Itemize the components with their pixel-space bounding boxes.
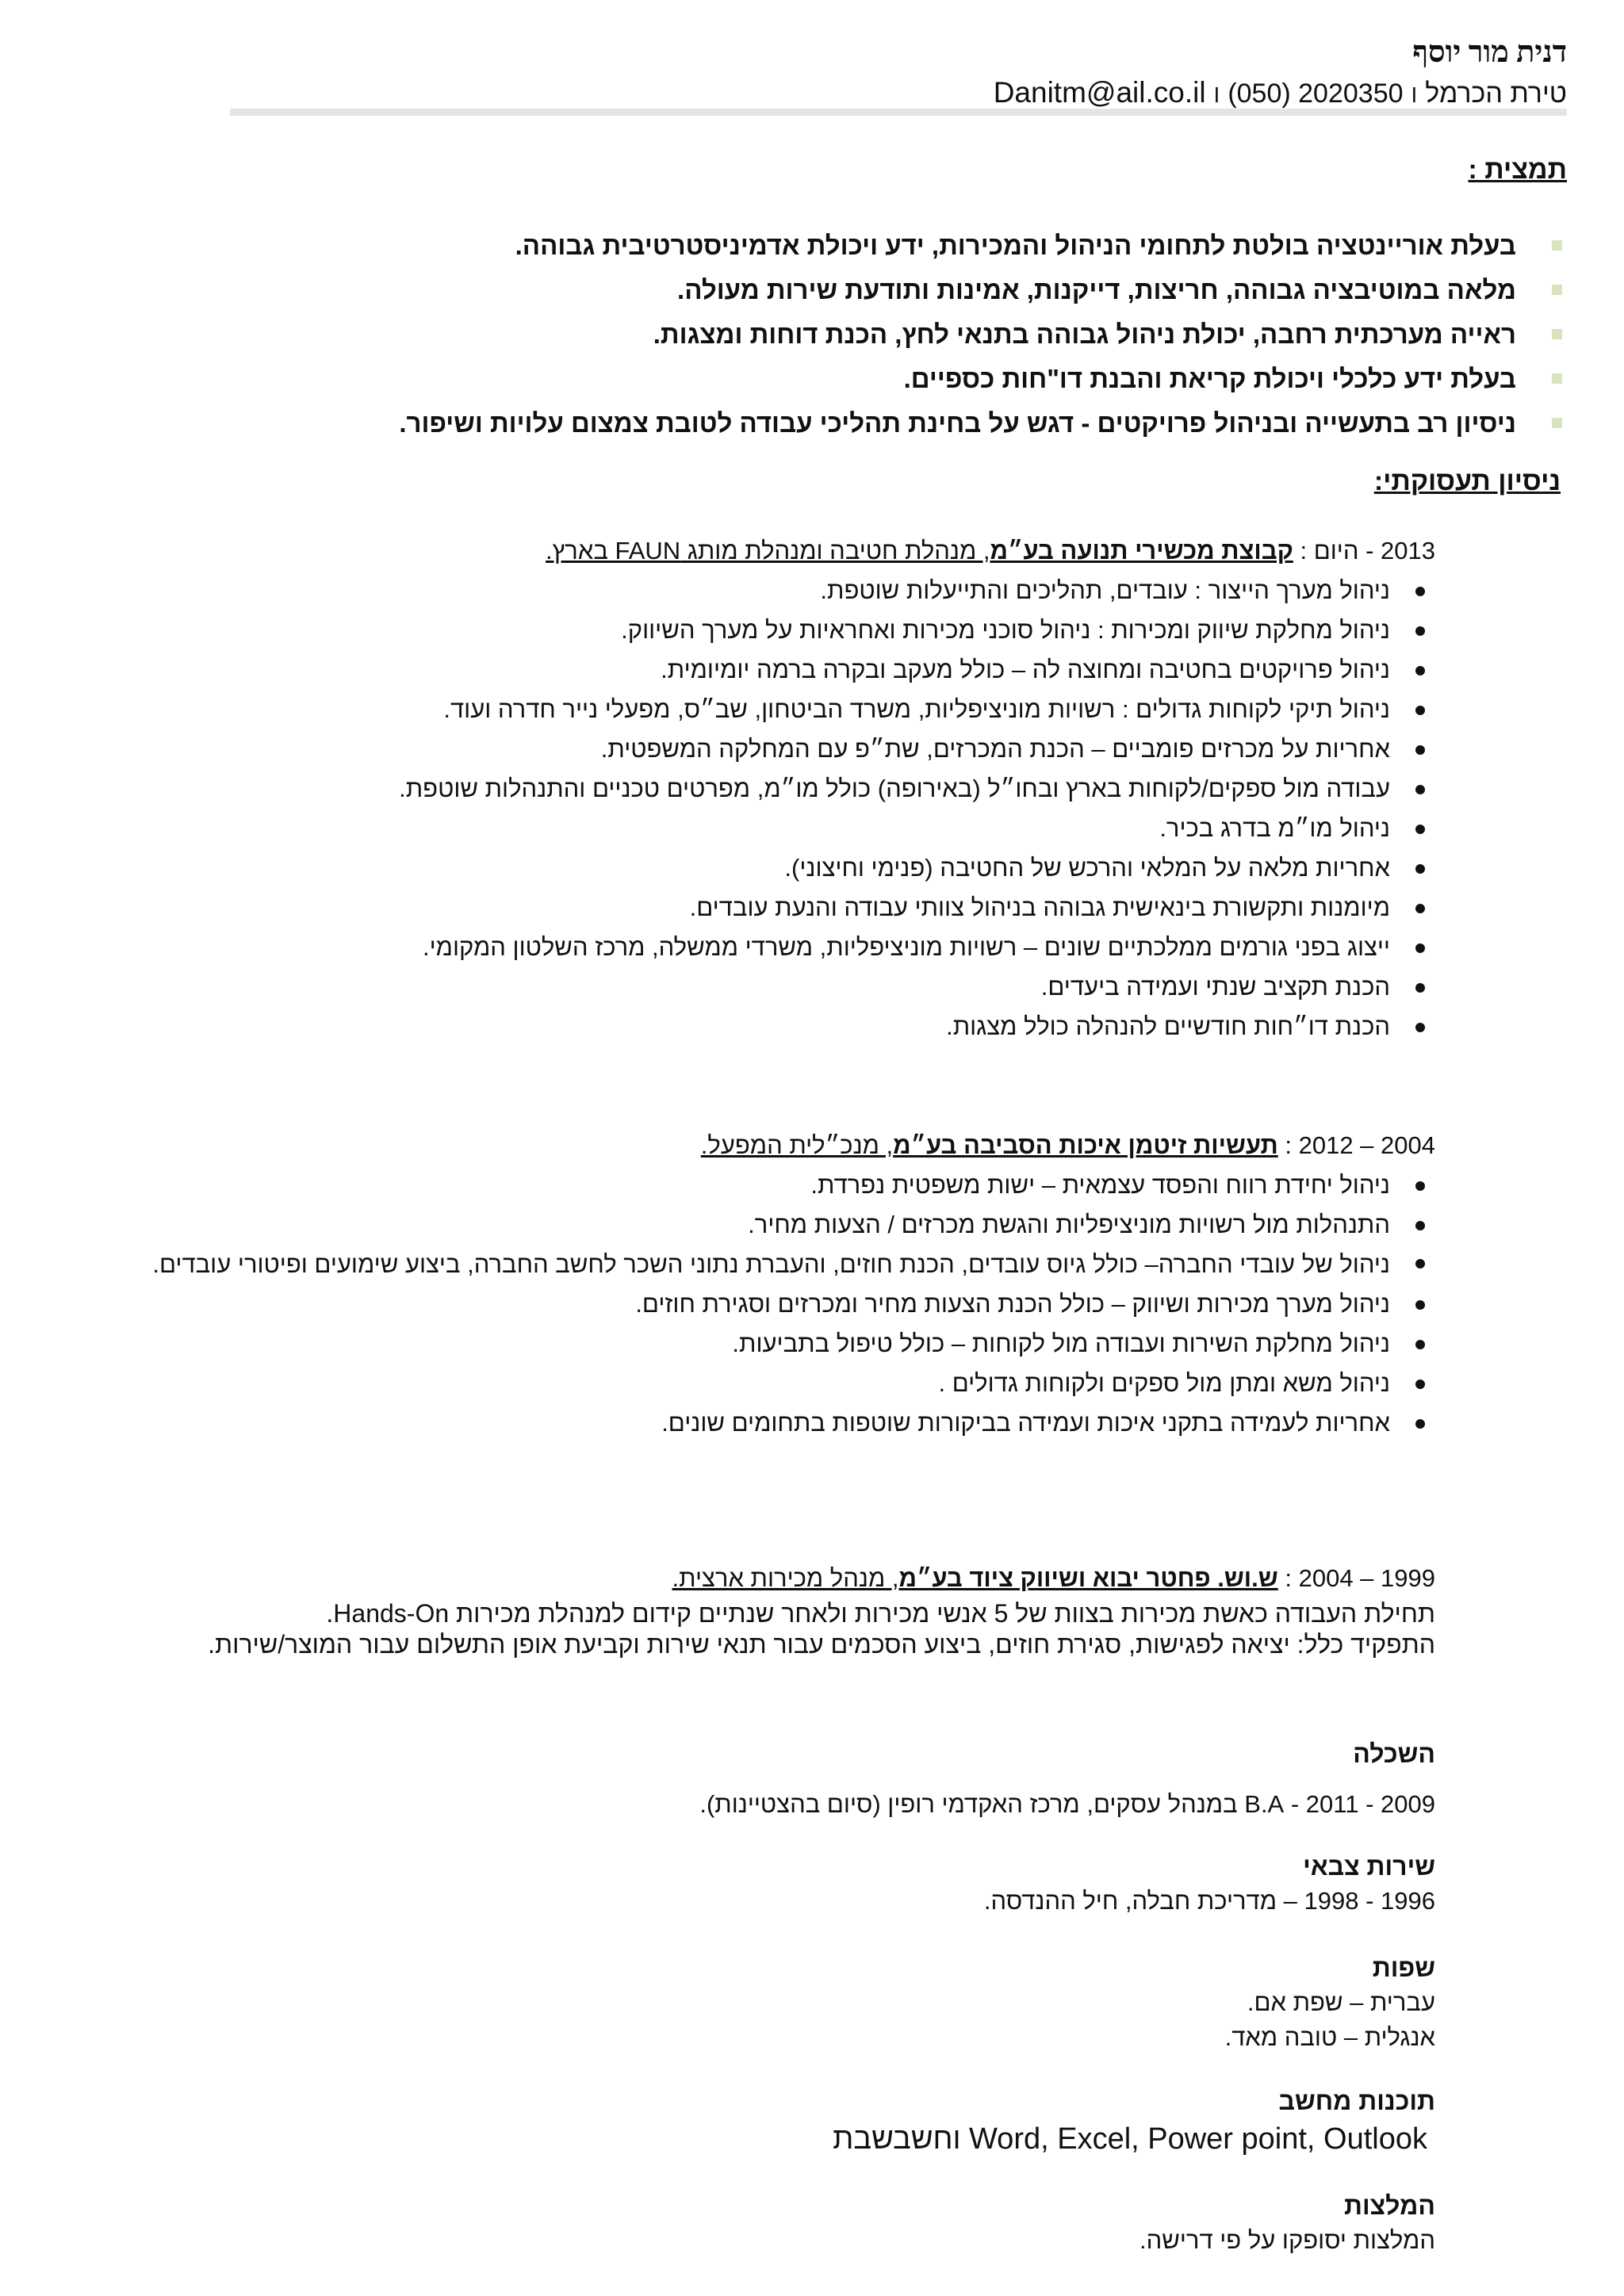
job-entry [40,1127,1435,1443]
duty-item: ניהול מערך מכירות ושיווק – כולל הכנת הצעות מחיר ומכרזים וסגירת חוזים. [40,1284,1435,1324]
duty-item: ניהול יחידת רווח והפסד עצמאית – ישות משפטית נפרדת. [40,1165,1435,1205]
duty-item: ניהול תיקי לקוחות גדולים : רשויות מוניציפליות, משרד הביטחון, שב״ס, מפעלי נייר חדרה ועוד. [40,690,1435,729]
description-line: תחילת העבודה כאשת מכירות בצוות של 5 אנשי מכירות ולאחר שנתיים קידום למנהלת מכירות Hands-On. [326,1599,1435,1628]
job-company: תעשיות זיטמן איכות הסביבה בע״מ [893,1131,1278,1159]
duty-item: ניהול פרויקטים בחטיבה ומחוצה לה – כולל מעקב ובקרה ברמה יומיומית. [40,650,1435,690]
bullet-icon [1415,745,1425,755]
square-bullet-icon [1552,373,1562,384]
bullet-icon [1415,666,1425,675]
job-duties [40,1165,1435,1443]
job-entry [40,1560,1435,1660]
duty-item: הכנת דו״חות חודשיים להנהלה כולל מצגות. [40,1007,1435,1047]
bullet-icon [1415,626,1425,636]
languages-section [40,1950,1435,2055]
duty-item: אחריות מלאה על המלאי והרכש של החטיבה (פנימי וחיצוני). [40,848,1435,888]
job-role: , מנהל מכירות ארצית. [672,1564,899,1592]
bullet-icon [1415,864,1425,874]
square-bullet-icon [1552,418,1562,428]
duty-item: הכנת תקציב שנתי ועמידה ביעדים. [40,967,1435,1007]
bullet-icon [1415,904,1425,913]
duty-item: אחריות על מכרזים פומביים – הכנת המכרזים, שת״פ עם המחלקה המשפטית. [40,729,1435,769]
references-section [40,2188,1435,2258]
summary-item: ניסיון רב בתעשייה ובניהול פרויקטים - דגש על בחינת תהליכי עבודה לטובת צמצום עלויות ושיפור. [73,401,1564,446]
bullet-icon [1415,1380,1425,1389]
duty-item: עבודה מול ספקים/לקוחות בארץ ובחו״ל (באירופה) כולל מו״מ, מפרטים טכניים והתנהלות שוטפת. [40,769,1435,809]
military-line: 1996 - 1998 – מדריכת חבלה, חיל ההנדסה. [983,1887,1435,1915]
email[interactable]: Danitm@ail.co.il [993,76,1206,109]
bullet-icon [1415,1023,1425,1032]
education-section [40,1736,1435,1822]
duty-item: ניהול מו״מ בדרג בכיר. [40,809,1435,848]
summary-item: בעלת אוריינטציה בולטת לתחומי הניהול והמכירות, ידע ויכולת אדמיניסטרטיבית גבוהה. [73,224,1564,268]
job-company: ש.וש. פחטר יבוא ושיווק ציוד בע״מ [898,1564,1278,1592]
bullet-icon [1415,587,1425,596]
bullet-icon [1415,943,1425,953]
duty-item: התנהלות מול רשויות מוניציפליות והגשת מכרזים / הצעות מחיר. [40,1205,1435,1245]
military-section [40,1849,1435,1919]
duty-item: ייצוג בפני גורמים ממלכתיים שונים – רשויות מוניציפליות, משרדי ממשלה, מרכז השלטון המקומי. [40,928,1435,967]
languages-title: שפות [1372,1954,1435,1982]
references-title: המלצות [1344,2191,1435,2220]
duty-item: אחריות לעמידה בתקני איכות ועמידה בביקורות שוטפות בתחומים שונים. [40,1403,1435,1443]
description-line: התפקיד כלל: יציאה לפגישות, סגירת חוזים, ביצוע הסכמים עבור תנאי שירות וקביעת אופן התשלום עבור המוצר/שירות. [208,1630,1435,1659]
bullet-icon [1415,825,1425,834]
contact-line [994,76,1567,109]
job-header [40,1560,1435,1597]
job-entry [40,533,1435,1047]
experience-title: ניסיון תעסוקתי: [1373,466,1561,496]
bullet-icon [1415,1221,1425,1230]
job-years: 2004 – 2012 : [1285,1131,1435,1159]
language-line: עברית – שפת אם. [1247,1988,1435,2016]
bullet-icon [1415,785,1425,794]
bullet-icon [1415,706,1425,715]
bullet-icon [1415,1181,1425,1191]
military-title: שירות צבאי [1303,1852,1435,1881]
software-title: תוכנות מחשב [1278,2087,1435,2115]
job-description [40,1598,1435,1660]
bullet-icon [1415,1419,1425,1429]
references-line: המלצות יסופקו על פי דרישה. [1139,2226,1435,2254]
language-line: אנגלית – טובה מאד. [1224,2023,1435,2051]
duty-item: ניהול מחלקת שיווק ומכירות : ניהול סוכני מכירות ואחראיות על מערך השיווק. [40,610,1435,650]
job-years: 1999 – 2004 : [1285,1564,1435,1592]
phone: (050) 2020350 [1228,78,1404,109]
software-section [40,2084,1435,2160]
candidate-name: דנית מור יוסף [1412,36,1567,69]
summary-item: מלאה במוטיבציה גבוהה, חריצות, דייקנות, אמינות ותודעת שירות מעולה. [73,268,1564,312]
job-company: קבוצת מכשירי תנועה בע״מ [990,537,1293,564]
location: טירת הכרמל [1425,78,1567,109]
separator: I [1411,82,1418,107]
bullet-icon [1415,1259,1425,1269]
duty-item: ניהול משא ומתן מול ספקים ולקוחות גדולים . [40,1364,1435,1403]
job-header [40,1127,1435,1164]
job-header [40,533,1435,569]
software-line: Word, Excel, Power point, Outlook וחשבשבת [833,2122,1427,2156]
job-duties [40,571,1435,1047]
duty-item: ניהול של עובדי החברה– כולל גיוס עובדים, הכנת חוזים, והעברת נתוני השכר לחשב החברה, ביצוע שימועים ופיטורי עובדים. [40,1245,1435,1284]
bullet-icon [1415,1340,1425,1349]
square-bullet-icon [1552,285,1562,295]
duty-item: מיומנות ותקשורת בינאישית גבוהה בניהול צוותי עבודה והנעת עובדים. [40,888,1435,928]
job-role: , מנכ״לית המפעל. [700,1131,894,1159]
job-role: , מנהלת חטיבה ומנהלת מותג FAUN בארץ. [546,537,990,564]
duty-item: ניהול מחלקת השירות ועבודה מול לקוחות – כולל טיפול בתביעות. [40,1324,1435,1364]
education-title: השכלה [1353,1739,1435,1768]
square-bullet-icon [1552,329,1562,339]
duty-item: ניהול מערך הייצור : עובדים, תהליכים והתייעלות שוטפת. [40,571,1435,610]
summary-item: בעלת ידע כלכלי ויכולת קריאת והבנת דו"חות כספיים. [73,357,1564,401]
bullet-icon [1415,1300,1425,1310]
education-line: 2009 - 2011 - B.A במנהל עסקים, מרכז האקדמי רופין (סיום בהצטיינות). [699,1790,1435,1818]
header-divider [230,109,1567,116]
job-years: 2013 - היום : [1300,537,1435,564]
square-bullet-icon [1552,240,1562,251]
summary-title: תמצית : [1468,155,1567,185]
summary-list [73,224,1564,446]
summary-item: ראייה מערכתית רחבה, יכולת ניהול גבוהה בתנאי לחץ, הכנת דוחות ומצגות. [73,312,1564,357]
separator: I [1213,82,1220,107]
bullet-icon [1415,983,1425,993]
